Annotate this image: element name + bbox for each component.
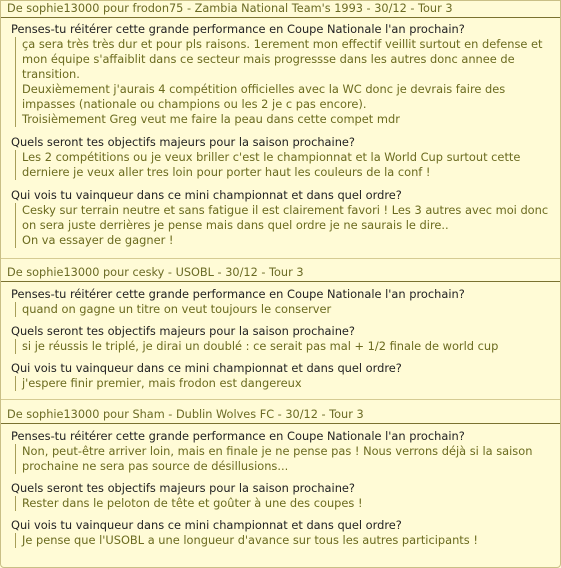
answer-3 [15,533,550,548]
answer-1 [15,302,550,317]
answer-2 [15,150,550,180]
question-2: Quels seront tes objectifs majeurs pour la saison prochaine? [11,324,355,338]
answer-line: prochaine ne sera pas source de désillusions... [22,459,289,473]
question-3: Qui vois tu vainqueur dans ce mini championnat et dans quel ordre? [11,361,402,375]
answer-3 [15,376,550,391]
post-frodon75 [1,1,560,18]
answer-line: Cesky sur terrain neutre et sans fatigue il est clairement favori ! Les 3 autres avec moi donc [22,203,549,217]
answer-1 [15,444,550,474]
post-sham [1,407,560,424]
answer-line: on sera juste derrières je pense mais dans quel ordre je ne saurais le dire.. [22,218,449,232]
question-1: Penses-tu réitérer cette grande performance en Coupe Nationale l'an prochain? [11,22,465,36]
answer-line: ça sera très très dur et pour pls raisons. 1erement mon effectif veillit surtout en defense et [22,37,543,51]
answer-1 [15,37,550,127]
answer-line: Deuxièmement j'aurais 4 compétition officielles avec la WC donc je devrais faire des [22,82,506,96]
answer-line: impasses (nationale ou champions ou les 2 je c pas encore). [22,97,367,111]
answer-line: Je pense que l'USOBL a une longueur d'avance sur tous les autres participants ! [22,533,478,547]
answer-line: j'espere finir premier, mais frodon est dangereux [22,376,302,390]
answer-line: si je réussis le triplé, je dirai un doublé : ce serait pas mal + 1/2 finale de world cup [22,339,499,353]
answer-line: Les 2 compétitions ou je veux briller c'est le championnat et la World Cup surtout cette [22,150,521,164]
answer-2 [15,339,550,354]
post-header: De sophie13000 pour Sham - Dublin Wolves FC - 30/12 - Tour 3 [1,407,560,424]
post-divider [1,399,560,400]
answer-line: derniere je veux aller tres loin pour porter haut les couleurs de la conf ! [22,165,431,179]
answer-line: On va essayer de gagner ! [22,233,174,247]
question-3: Qui vois tu vainqueur dans ce mini championnat et dans quel ordre? [11,188,402,202]
question-1: Penses-tu réitérer cette grande performance en Coupe Nationale l'an prochain? [11,287,465,301]
answer-line: Troisièmement Greg veut me faire la peau dans cette compet mdr [22,112,400,126]
question-1: Penses-tu réitérer cette grande performance en Coupe Nationale l'an prochain? [11,429,465,443]
question-3: Qui vois tu vainqueur dans ce mini championnat et dans quel ordre? [11,518,402,532]
post-divider [1,258,560,259]
question-2: Quels seront tes objectifs majeurs pour la saison prochaine? [11,481,355,495]
post-header: De sophie13000 pour frodon75 - Zambia National Team's 1993 - 30/12 - Tour 3 [1,1,560,18]
post-header: De sophie13000 pour cesky - USOBL - 30/12 - Tour 3 [1,265,560,282]
answer-line: Rester dans le peloton de tête et goûter à une des coupes ! [22,496,363,510]
answer-line: quand on gagne un titre on veut toujours le conserver [22,302,332,316]
answer-line: transition. [22,67,80,81]
answer-2 [15,496,550,511]
answer-line: mon équipe s'affaiblit dans ce secteur mais progressse dans les autres donc annee de [22,52,515,66]
post-cesky [1,265,560,282]
answer-3 [15,203,550,248]
question-2: Quels seront tes objectifs majeurs pour la saison prochaine? [11,135,355,149]
answer-line: Non, peut-être arriver loin, mais en finale je ne pense pas ! Nous verrons déjà si la saison [22,444,533,458]
